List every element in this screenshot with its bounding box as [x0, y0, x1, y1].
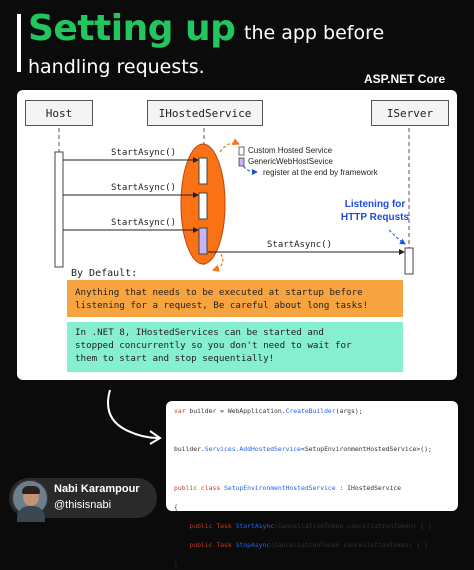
title-line-2: handling requests. — [28, 56, 205, 78]
curved-arrow-icon — [96, 388, 168, 444]
code-line-5: public Task StartAsync(CancellationToken cancellationToken) { } — [174, 522, 450, 532]
code-line-1: var builder = WebApplication.CreateBuilder(args); — [174, 407, 450, 417]
code-line-6: public Task StopAsync(CancellationToken cancellationToken) { } — [174, 541, 450, 551]
title-line-1: the app before — [244, 22, 384, 44]
code-line-4: { — [174, 503, 450, 513]
dotnet8-line-1: In .NET 8, IHostedServices can be started and — [75, 326, 395, 339]
sequence-diagram — [17, 90, 457, 380]
activation-generic — [199, 228, 207, 254]
legend-connector — [220, 143, 239, 152]
by-default-connector — [213, 254, 223, 270]
title-highlight: Setting up — [28, 8, 235, 49]
author-handle[interactable]: @thisisnabi — [54, 499, 111, 511]
by-default-label: By Default: — [71, 268, 137, 279]
code-line-7: } — [174, 561, 450, 570]
code-line-blank-1 — [174, 426, 450, 436]
platform-badge: ASP.NET Core — [364, 72, 445, 86]
dotnet8-line-2: stopped concurrently so you don't need to wait for — [75, 339, 395, 352]
message-label-1: StartAsync() — [111, 148, 176, 158]
participant-iserver: IServer — [371, 100, 449, 126]
legend-register-label: register at the end by framework — [263, 168, 378, 177]
listening-line-1: Listening for — [335, 198, 415, 211]
listening-note — [335, 198, 415, 224]
legend-generic-swatch — [239, 158, 244, 166]
code-line-3: public class SetupEnvironmentHostedService : IHostedService — [174, 484, 450, 494]
code-snippet — [166, 401, 458, 511]
dotnet8-note — [67, 322, 403, 372]
title-accent-bar — [17, 14, 21, 72]
listening-arrow — [389, 230, 405, 244]
participant-ihostedservice: IHostedService — [147, 100, 263, 126]
message-label-4: StartAsync() — [267, 240, 332, 250]
activation-custom-2 — [199, 193, 207, 219]
participant-host: Host — [25, 100, 93, 126]
message-label-3: StartAsync() — [111, 218, 176, 228]
activation-iserver — [405, 248, 413, 274]
code-line-blank-2 — [174, 465, 450, 475]
startup-warning-line-1: Anything that needs to be executed at startup before — [75, 286, 395, 299]
activation-custom-1 — [199, 158, 207, 184]
startup-warning-note — [67, 280, 403, 317]
legend-custom-swatch — [239, 147, 244, 155]
code-line-2: builder.Services.AddHostedService<SetupEnvironmentHostedService>(); — [174, 445, 450, 455]
author-name: Nabi Karampour — [54, 483, 140, 495]
message-label-2: StartAsync() — [111, 183, 176, 193]
dotnet8-line-3: them to start and stop sequentially! — [75, 352, 395, 365]
activation-host — [55, 152, 63, 267]
avatar — [12, 480, 48, 516]
listening-line-2: HTTP Requsts — [335, 211, 415, 224]
legend-generic-label: GenericWebHostSevice — [248, 157, 333, 166]
legend-custom-label: Custom Hosted Service — [248, 146, 332, 155]
startup-warning-line-2: listening for a request, Be careful about long tasks! — [75, 299, 395, 312]
